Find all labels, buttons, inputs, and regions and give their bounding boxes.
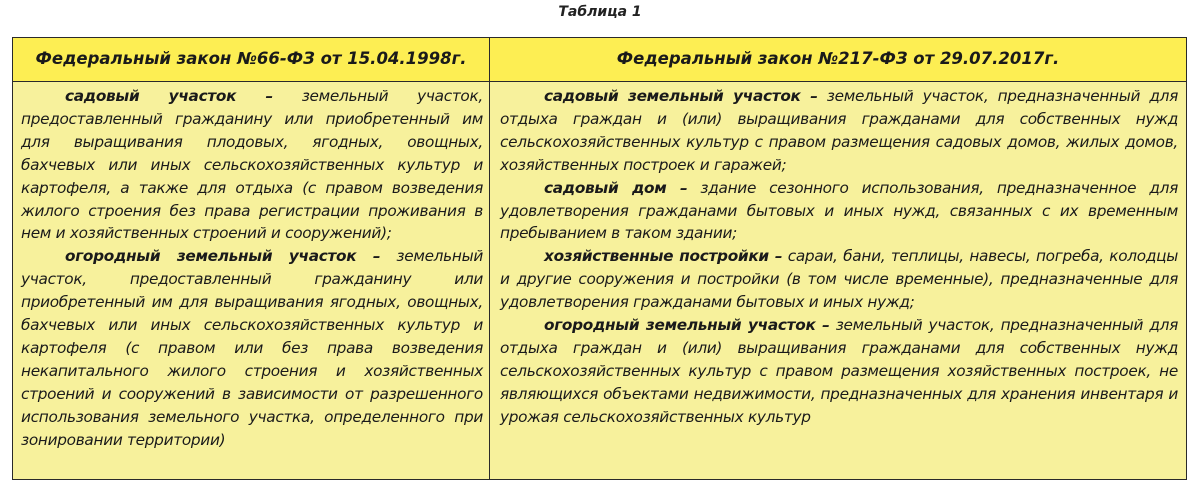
definitions-law-66 xyxy=(13,85,489,452)
definition-term: огородный земельный участок – xyxy=(544,316,830,335)
table-body-row xyxy=(13,82,1186,479)
definition-paragraph xyxy=(21,85,483,245)
header-law-217: Федеральный закон №217-ФЗ от 29.07.2017г. xyxy=(616,49,1060,68)
definition-paragraph xyxy=(500,314,1178,429)
comparison-table xyxy=(12,37,1187,480)
definition-term: садовый участок – xyxy=(65,87,273,105)
definition-text: здание сезонного использования, предназначенное для удовлетворения гражданами бытовых и иных нужд, связанных с их временным пребыванием в таком здании; xyxy=(500,178,1178,243)
table-caption: Таблица 1 xyxy=(558,4,642,20)
definition-term: хозяйственные постройки – xyxy=(544,247,783,266)
definition-text: земельный участок, предоставленный гражданину или приобретенный им для выращивания плодовых, ягодных, овощных, бахчевых или иных сельскохозяйственных культур и картофеля, а также для отдыха (с правом возведения жилого строения без права регистрации проживания в нем и хозяйственных строений и сооружений); xyxy=(21,87,483,243)
definition-text: земельный участок, предназначенный для отдыха граждан и (или) выращивания гражданами для собственных нужд сельскохозяйственных культур с правом размещения хозяйственных построек, не являющихся объектами недвижимости, предназначенных для хранения инвентаря и урожая сельскохозяйственных культур xyxy=(500,316,1178,426)
definition-term: садовый дом – xyxy=(544,178,688,197)
definition-text: земельный участок, предоставленный гражданину или приобретенный им для выращивания ягодных, овощных, бахчевых или иных сельскохозяйственных культур и картофеля (с правом или без права возведения некапитального жилого строения и хозяйственных строений и сооружений в зависимости от разрешенного использования земельного участка, определенного при зонировании территории) xyxy=(21,247,483,449)
table-header-row xyxy=(13,38,1186,82)
definition-text: сараи, бани, теплицы, навесы, погреба, колодцы и другие сооружения и постройки (в том числе временные), предназначенные для удовлетворения гражданами бытовых и иных нужд; xyxy=(500,247,1178,312)
definition-text: земельный участок, предназначенный для отдыха граждан и (или) выращивания гражданами для собственных нужд сельскохозяйственных культур с правом размещения садовых домов, жилых домов, хозяйственных построек и гаражей; xyxy=(500,87,1178,174)
header-column-divider xyxy=(489,38,490,81)
definition-paragraph xyxy=(500,85,1178,177)
definition-term: садовый земельный участок – xyxy=(544,87,818,105)
definition-paragraph xyxy=(21,245,483,451)
definitions-law-217 xyxy=(490,85,1186,429)
definition-paragraph xyxy=(500,177,1178,246)
definition-paragraph xyxy=(500,245,1178,314)
header-law-66: Федеральный закон №66-ФЗ от 15.04.1998г. xyxy=(35,49,467,68)
definition-term: огородный земельный участок – xyxy=(65,247,381,266)
